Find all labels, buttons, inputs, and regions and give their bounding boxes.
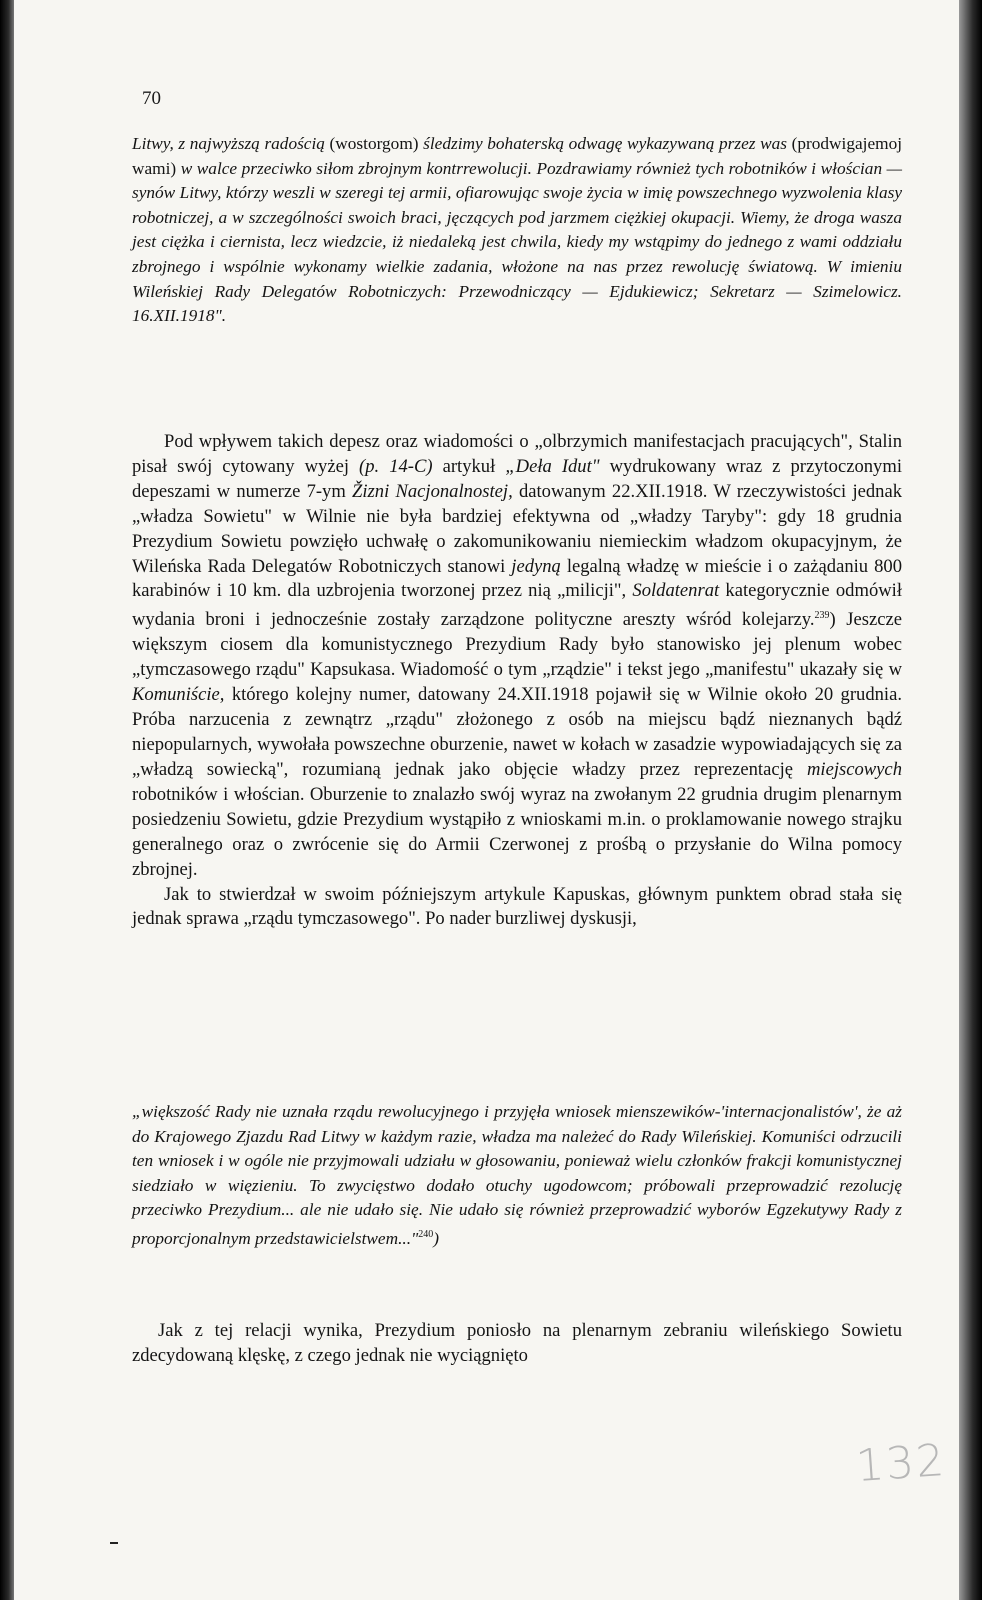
russian-gloss: (prodwigajemoj wami): [132, 134, 903, 178]
body-paragraph: [132, 430, 902, 883]
body-text: [132, 430, 902, 932]
text-run: robotników i włościan. Oburzenie to znalazło swój wyraz na zwołanym 22 grudnia drugim plenarnym posiedzeniu Sowietu, gdzie Prezydium wystąpiło z wnioskami m.in. o proklamowanie nowego strajku generalnego oraz o zwrócenie się do Armii Czerwonej z prośbą o przysłanie do Wilna pomocy zbrojnej.: [132, 783, 902, 880]
periodical-title: Komuniście,: [132, 684, 225, 706]
quote-text: w walce przeciwko siłom zbrojnym kontrrewolucji. Pozdrawiamy również tych robotników i włościan — synów Litwy, którzy weszli w szeregi tej armii, ofiarowując swoje życia w imię powszechnego wyzwolenia klasy robotniczej, a w szczególności swoich braci, jęczących pod jarzmem ciężkiej okupacji. Wiemy, że droga wasza jest ciężka i ciernista, lecz wiedzcie, iż niedaleką jest chwila, kiedy my wstąpimy do jednego z wami oddziału zbrojnego i wspólnie wykonamy wielkie zadania, włożone na nas przez rewolucję światową. W imieniu Wileńskiej Rady Delegatów Robotniczych: Przewodniczący — Ejdukiewicz; Sekretarz — Szimelowicz. 16.XII.1918".: [132, 158, 903, 326]
footnote-marker: 240: [418, 1228, 434, 1240]
footnote-marker: 239: [814, 610, 830, 622]
quote-paragraph: [132, 1100, 902, 1251]
article-title: „Deła Idut": [505, 455, 600, 477]
quote-text: śledzimy bohaterską odwagę wykazywaną przez was: [423, 134, 788, 153]
quote-text: „większość Rady nie uznała rządu rewolucyjnego i przyjęła wniosek mienszewików-'internacjonalistów', że aż do Krajowego Zjazdu Rad Litwy w każdym razie, władza ma należeć do Rady Wileńskiej. Komuniści odrzucili ten wniosek i w ogóle nie przyjmowali udziału w głosowaniu, ponieważ wielu członków frakcji komunistycznej siedziało w więzieniu. To zwycięstwo dodało otuchy ugodowcom; próbowali przeprowadzić rezolucję przeciwko Prezydium... ale nie udało się. Nie udało się również przeprowadzić wyborów Egzekutywy Rady z proporcjonalnym przedstawicielstwem...": [132, 1102, 902, 1248]
quote-paragraph: [132, 132, 902, 329]
text-run: którego kolejny numer, datowany 24.XII.1918 pojawił się w Wilnie około 20 grudnia. Próba narzucenia z zewnątrz „rządu" złożonego z osób na miejscu bądź nieznanych bądź niepopularnych, wywołała powszechne oburzenie, nawet w kołach w zasadzie wypowiadających się za „władzą sowiecką", rozumianą jednak jako objęcie władzy przez reprezentację: [132, 684, 902, 780]
periodical-title: Žizni Nacjonalnostej,: [352, 480, 513, 502]
book-page: [14, 0, 959, 1600]
body-text: [132, 1318, 902, 1368]
quoted-telegram: [132, 132, 902, 329]
text-run: wydrukowany wraz z przytoczonymi depeszami w numerze 7-ym: [132, 455, 902, 502]
binding-shadow-right: [959, 0, 982, 1600]
russian-gloss: (wostorgom): [324, 134, 424, 153]
emphasis: miejscowych: [806, 758, 902, 780]
text-run: ) Jeszcze większym ciosem dla komunistycznego Prezydium Rady było stanowisko jej plenum wobec „tymczasowego rządu" Kapsukasa. Wiadomość o tym „rządzie" i tekst jego „manifestu" ukazały się w: [132, 609, 902, 681]
text-run: kategorycznie odmówił wydania broni i jednocześnie zostały zarządzone polityczne areszty wśród kolejarzy.: [132, 580, 902, 631]
emphasis: Soldatenrat: [632, 580, 720, 602]
quote-text: Litwy, z najwyższą radością: [132, 134, 325, 153]
text-run: datowanym 22.XII.1918. W rzeczywistości jednak „władza Sowietu" w Wilnie nie była bardziej efektywna od „władzy Taryby": gdy 18 grudnia Prezydium Sowietu powzięło uchwałę o zakomunikowaniu niemieckim władzom okupacyjnym, że Wileńska Rada Delegatów Robotniczych stanowi: [132, 480, 903, 577]
quote-text: ): [433, 1228, 440, 1248]
text-run: artykuł: [432, 455, 506, 477]
emphasis: jedyną: [511, 555, 561, 577]
quoted-passage: [132, 1100, 902, 1251]
body-paragraph: Jak z tej relacji wynika, Prezydium poniosło na plenarnym zebraniu wileńskiego Sowietu zdecydowaną klęskę, z czego jednak nie wyciągnięto: [132, 1320, 902, 1366]
body-paragraph: Jak to stwierdzał w swoim późniejszym artykule Kapuskas, głównym punktem obrad stała się jednak sprawa „rządu tymczasowego". Po nader burzliwej dyskusji,: [132, 883, 902, 930]
text-run: Pod wpływem takich depesz oraz wiadomości o „olbrzymich manifestacjach pracujących", Stalin pisał swój cytowany wyżej: [132, 431, 902, 477]
cross-reference: (p. 14-C): [359, 455, 433, 477]
page-number: 70: [142, 88, 161, 109]
margin-mark: [110, 1542, 118, 1544]
text-run: legalną władzę w mieście i o zażądaniu 800 karabinów i 10 km. dla uzbrojenia tworzonej przez nią „milicji",: [132, 555, 902, 602]
handwritten-page-number: 132: [854, 1434, 948, 1493]
binding-shadow-left: [0, 0, 14, 1600]
